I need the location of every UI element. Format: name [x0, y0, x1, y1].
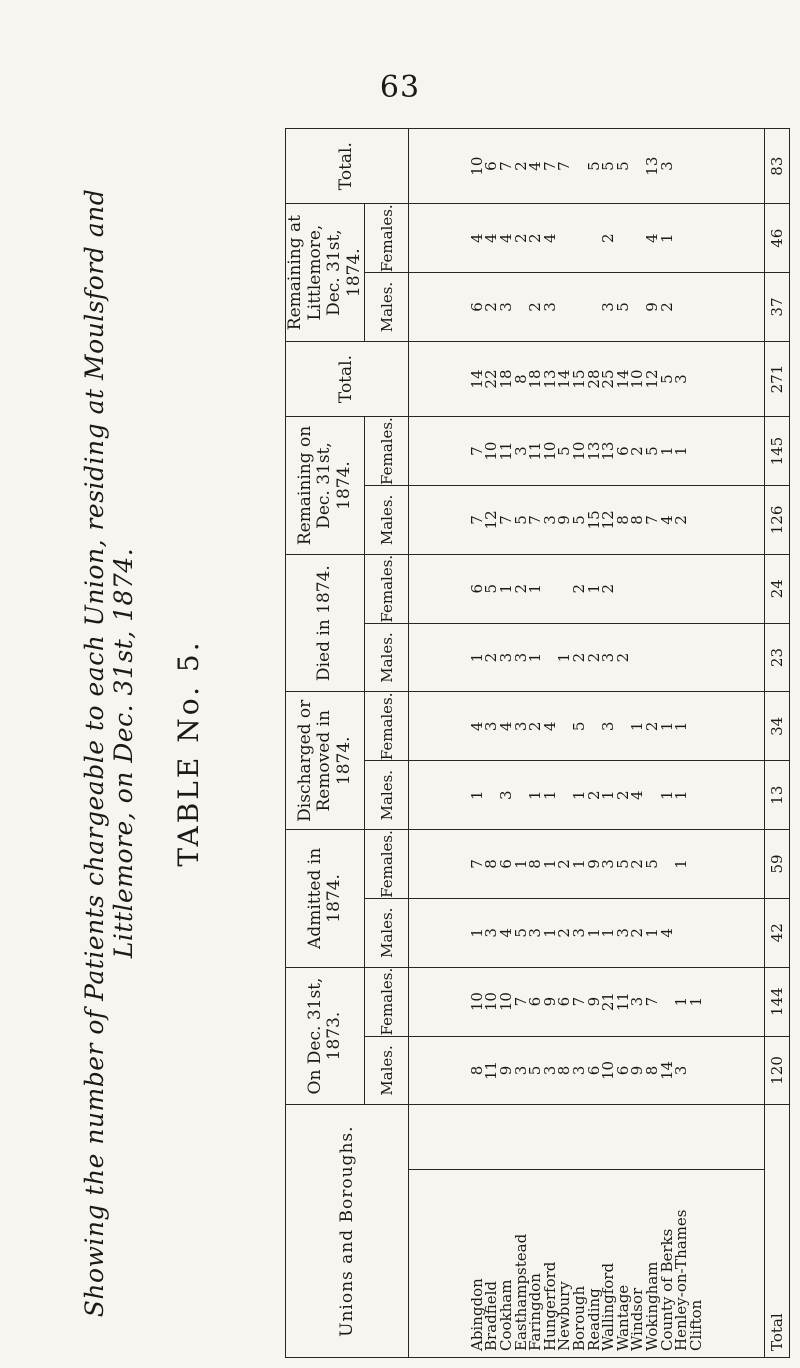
cell-value: [689, 626, 704, 690]
column-died-m: [409, 623, 765, 692]
males-header: Males.: [365, 486, 409, 555]
females-header: Females.: [365, 204, 409, 273]
cell-value: 8: [628, 515, 647, 525]
page-number: 63: [379, 70, 421, 105]
cell-value: 1: [511, 859, 530, 869]
cell-value: 1: [672, 446, 691, 456]
cell-value: [689, 694, 704, 758]
total-lit-total: 83: [765, 129, 790, 204]
cell-value: 3: [628, 996, 647, 1007]
cell-value: 14: [467, 369, 486, 389]
leader-dots: [499, 1113, 514, 1169]
cell-value: 13: [642, 156, 661, 176]
cell-value: 2: [555, 928, 574, 938]
leader-dots: [484, 1113, 499, 1169]
cell-value: 14: [657, 1060, 676, 1080]
cell-value: 5: [613, 302, 632, 312]
cell-value: 10: [628, 369, 647, 389]
cell-value: 2: [657, 302, 676, 312]
cell-value: 3: [657, 161, 676, 171]
cell-value: 3: [540, 1065, 559, 1076]
cell-value: [689, 206, 704, 270]
cell-value: 1: [599, 928, 618, 938]
cell-value: 1: [672, 996, 691, 1007]
cell-value: 3: [511, 446, 530, 456]
cell-value: [689, 344, 704, 414]
leader-dots: [601, 1113, 616, 1169]
cell-value: 10: [482, 441, 501, 461]
leader-dots: [470, 1113, 485, 1169]
cell-value: 6: [497, 859, 516, 869]
cell-value: 6: [526, 996, 545, 1007]
cell-value: 1: [540, 790, 559, 800]
cell-value: 5: [642, 446, 661, 456]
column-dis-m: [409, 761, 765, 830]
cell-value: 5: [526, 1065, 545, 1076]
cell-value: 1: [467, 652, 486, 663]
cell-value: 1: [672, 721, 691, 732]
cell-value: 5: [555, 446, 574, 456]
cell-value: 2: [584, 790, 603, 800]
cell-value: 4: [526, 161, 545, 171]
total-adm-f: 59: [765, 830, 790, 899]
cell-value: [689, 488, 704, 552]
total-dis-m: 13: [765, 761, 790, 830]
cell-value: 6: [482, 161, 501, 171]
cell-value: 10: [570, 441, 588, 461]
cell-value: 7: [540, 161, 559, 171]
data-block: [409, 129, 765, 1358]
cell-value: 4: [540, 233, 559, 243]
cell-value: 2: [599, 233, 618, 243]
leader-dots: [689, 1113, 704, 1169]
cell-value: 6: [467, 302, 486, 312]
column-lit-f: [409, 204, 765, 273]
cell-value: 1: [467, 790, 486, 800]
column-lit-m: [409, 273, 765, 342]
cell-value: 15: [584, 510, 603, 530]
cell-value: 1: [584, 583, 603, 594]
cell-value: 3: [497, 302, 516, 312]
females-header: Females.: [365, 692, 409, 761]
column-adm-f: [409, 830, 765, 899]
cell-value: 7: [511, 996, 530, 1007]
cell-value: 3: [599, 859, 618, 869]
females-header: Females.: [365, 554, 409, 623]
cell-value: 5: [599, 161, 618, 171]
union-name: Windsor: [628, 1287, 647, 1351]
union-name: Wantage: [613, 1284, 632, 1351]
cell-value: 6: [613, 446, 632, 456]
cell-value: 2: [482, 302, 501, 312]
total-lit-f: 46: [765, 204, 790, 273]
cell-value: 7: [467, 446, 486, 456]
cell-value: 1: [540, 859, 559, 869]
cell-value: 2: [628, 446, 647, 456]
cell-value: 6: [584, 1065, 603, 1076]
cell-value: 2: [526, 233, 545, 243]
cell-value: 8: [613, 515, 632, 525]
cell-value: 5: [613, 161, 632, 171]
cell-value: 1: [526, 652, 545, 663]
leader-dots: [528, 1113, 543, 1169]
cell-value: 5: [613, 859, 632, 869]
cell-value: 8: [526, 859, 545, 869]
females-header: Females.: [365, 830, 409, 899]
cell-value: [689, 275, 704, 339]
total-died-f: 24: [765, 554, 790, 623]
cell-value: [689, 419, 704, 483]
cell-value: 7: [526, 515, 545, 525]
total-lit-m: 37: [765, 273, 790, 342]
cell-value: 2: [511, 583, 530, 594]
cell-value: 1: [540, 928, 559, 938]
cell-value: [689, 1039, 704, 1103]
total-dis-f: 34: [765, 692, 790, 761]
cell-value: 25: [599, 369, 618, 389]
leader-dots: [514, 1113, 529, 1169]
leader-dots: [543, 1113, 558, 1169]
union-name: Abingdon: [467, 1278, 486, 1351]
cell-value: 14: [613, 369, 632, 389]
cell-value: 2: [672, 515, 691, 525]
cell-value: 2: [642, 721, 661, 732]
cell-value: 21: [599, 992, 618, 1012]
cell-value: 7: [497, 515, 516, 525]
cell-value: 7: [570, 996, 588, 1007]
cell-value: 1: [599, 790, 618, 800]
cell-value: 3: [482, 721, 501, 732]
cell-value: 1: [526, 583, 545, 594]
cell-value: 8: [642, 1065, 661, 1076]
cell-value: 7: [497, 161, 516, 171]
cell-value: [689, 557, 704, 621]
cell-value: 10: [599, 1060, 618, 1080]
cell-value: 1: [570, 859, 588, 869]
cell-value: 9: [628, 1065, 647, 1076]
cell-value: 2: [584, 652, 603, 663]
cell-value: 3: [613, 928, 632, 938]
cell-value: 3: [511, 652, 530, 663]
union-name: Cookham: [497, 1279, 516, 1351]
cell-value: 1: [672, 790, 691, 800]
cell-value: 8: [511, 374, 530, 384]
column-c1873-f: [409, 967, 765, 1036]
cell-value: 3: [672, 1065, 691, 1076]
cell-value: 1: [657, 233, 676, 243]
union-name: Wallingford: [599, 1262, 618, 1351]
males-header: Males.: [365, 273, 409, 342]
on-dec-1873-header: On Dec. 31st, 1873.: [286, 967, 365, 1105]
cell-value: [689, 832, 704, 896]
cell-value: 4: [497, 721, 516, 732]
table-title: TABLE No. 5.: [172, 639, 205, 867]
cell-value: 13: [540, 369, 559, 389]
leader-dots: [557, 1113, 572, 1169]
leader-dots: [572, 1113, 587, 1169]
cell-value: 9: [584, 859, 603, 869]
remaining-1874-header: Remaining on Dec. 31st, 1874.: [286, 417, 365, 555]
column-dis-f: [409, 692, 765, 761]
cell-value: 2: [555, 859, 574, 869]
males-header: Males.: [365, 761, 409, 830]
cell-value: 9: [584, 996, 603, 1007]
cell-value: 3: [497, 652, 516, 663]
cell-value: 15: [570, 369, 588, 389]
cell-value: 5: [657, 374, 676, 384]
cell-value: 4: [467, 721, 486, 732]
cell-value: 3: [511, 1065, 530, 1076]
cell-value: 9: [555, 515, 574, 525]
cell-value: 8: [555, 1065, 574, 1076]
cell-value: [689, 131, 704, 201]
union-name: Henley-on-Thames: [672, 1209, 691, 1351]
cell-value: 1: [672, 859, 691, 869]
cell-value: 4: [497, 928, 516, 938]
leader-dots-cell: [409, 1105, 765, 1170]
cell-value: 1: [657, 721, 676, 732]
table-body: [409, 129, 790, 1358]
leader-dots: [645, 1113, 660, 1169]
leader-dots: [630, 1113, 645, 1169]
cell-value: 2: [511, 233, 530, 243]
cell-value: 2: [570, 583, 588, 594]
cell-value: 1: [497, 583, 516, 594]
cell-value: 5: [642, 859, 661, 869]
cell-value: [689, 763, 704, 827]
cell-value: 9: [642, 302, 661, 312]
cell-value: 4: [467, 233, 486, 243]
cell-value: 10: [467, 992, 486, 1012]
females-header: Females.: [365, 967, 409, 1036]
cell-value: 18: [526, 369, 545, 389]
cell-value: 3: [570, 928, 588, 938]
cell-value: 3: [540, 302, 559, 312]
rotated-page: [0, 138, 800, 1368]
cell-value: 11: [482, 1060, 501, 1080]
cell-value: 3: [599, 652, 618, 663]
cell-value: 5: [570, 515, 588, 525]
cell-value: 1: [628, 721, 647, 732]
cell-value: 12: [642, 369, 661, 389]
table-caption: Showing the number of Patients chargeable to each Union, residing at Moulsford and Littlemore, on Dec. 31st, 1874.: [80, 188, 138, 1318]
males-header: Males.: [365, 1036, 409, 1105]
total-rem-m: 126: [765, 486, 790, 555]
cell-value: 8: [467, 1065, 486, 1076]
leader-dots: [616, 1113, 631, 1169]
cell-value: 10: [482, 992, 501, 1012]
cell-value: 4: [540, 721, 559, 732]
cell-value: 2: [482, 652, 501, 663]
cell-value: 7: [555, 161, 574, 171]
cell-value: 7: [467, 515, 486, 525]
union-name: Easthampstead: [511, 1233, 530, 1351]
cell-value: 13: [599, 441, 618, 461]
patients-table: [285, 128, 790, 1358]
column-rem-f: [409, 417, 765, 486]
cell-value: 10: [497, 992, 516, 1012]
totals-row: [765, 129, 790, 1358]
cell-value: 5: [584, 161, 603, 171]
cell-value: 4: [642, 233, 661, 243]
cell-value: 2: [628, 928, 647, 938]
cell-value: 4: [657, 928, 676, 938]
column-adm-m: [409, 898, 765, 967]
union-name: Hungerford: [540, 1261, 559, 1351]
cell-value: 4: [497, 233, 516, 243]
cell-value: 2: [511, 161, 530, 171]
union-name: Wokingham: [642, 1261, 661, 1351]
cell-value: 6: [613, 1065, 632, 1076]
cell-value: 1: [467, 928, 486, 938]
cell-value: 3: [482, 928, 501, 938]
cell-value: 3: [497, 790, 516, 800]
union-name: County of Berks: [657, 1228, 676, 1351]
males-header: Males.: [365, 898, 409, 967]
cell-value: 1: [570, 790, 588, 800]
cell-value: 3: [599, 721, 618, 732]
cell-value: 5: [511, 928, 530, 938]
cell-value: 7: [642, 996, 661, 1007]
cell-value: 22: [482, 369, 501, 389]
cell-value: 7: [642, 515, 661, 525]
union-name: Borough: [570, 1285, 588, 1351]
leader-dots: [587, 1113, 602, 1169]
cell-value: 6: [555, 996, 574, 1007]
total-adm-m: 42: [765, 898, 790, 967]
cell-value: 2: [526, 302, 545, 312]
column-total: [409, 341, 765, 416]
column-died-f: [409, 554, 765, 623]
cell-value: 3: [526, 928, 545, 938]
cell-value: 1: [584, 928, 603, 938]
cell-value: 12: [482, 510, 501, 530]
cell-value: 3: [672, 374, 691, 384]
cell-value: 2: [613, 652, 632, 663]
cell-value: 8: [482, 859, 501, 869]
cell-value: 12: [599, 510, 618, 530]
totals-label: Total: [765, 1105, 790, 1358]
cell-value: 5: [570, 721, 588, 732]
cell-value: 1: [526, 790, 545, 800]
cell-value: 11: [497, 441, 516, 461]
cell-value: 6: [467, 583, 486, 594]
cell-value: 10: [467, 156, 486, 176]
total-total: 271: [765, 341, 790, 416]
cell-value: 14: [555, 369, 574, 389]
cell-value: 3: [540, 515, 559, 525]
admitted-header: Admitted in 1874.: [286, 830, 365, 968]
remaining-littlemore-header: Remaining at Littlemore, Dec. 31st, 1874.: [286, 204, 365, 342]
total-c1873-f: 144: [765, 967, 790, 1036]
cell-value: 5: [511, 515, 530, 525]
union-names-cell: [409, 1169, 765, 1357]
cell-value: 13: [584, 441, 603, 461]
littlemore-total-header: Total.: [286, 129, 409, 204]
cell-value: 3: [599, 302, 618, 312]
males-header: Males.: [365, 623, 409, 692]
cell-value: 5: [482, 583, 501, 594]
column-rem-m: [409, 486, 765, 555]
leader-dots: [674, 1113, 689, 1169]
cell-value: 1: [657, 446, 676, 456]
cell-value: 28: [584, 369, 603, 389]
cell-value: 3: [570, 1065, 588, 1076]
cell-value: 1: [555, 652, 574, 663]
females-header: Females.: [365, 417, 409, 486]
total-c1873-m: 120: [765, 1036, 790, 1105]
cell-value: 1: [642, 928, 661, 938]
cell-value: 2: [613, 790, 632, 800]
cell-value: [689, 901, 704, 965]
cell-value: 2: [570, 652, 588, 663]
cell-value: 2: [628, 859, 647, 869]
cell-value: 1: [686, 996, 705, 1007]
discharged-header: Discharged or Removed in 1874.: [286, 692, 365, 830]
column-c1873-m: [409, 1036, 765, 1105]
cell-value: 11: [526, 441, 545, 461]
cell-value: 2: [599, 583, 618, 594]
cell-value: 18: [497, 369, 516, 389]
unions-header: Unions and Boroughs.: [286, 1105, 409, 1358]
cell-value: 4: [482, 233, 501, 243]
cell-value: 11: [613, 992, 632, 1012]
cell-value: 10: [540, 441, 559, 461]
column-lit-total: [409, 129, 765, 204]
union-name: Bradfield: [482, 1280, 501, 1351]
cell-value: 4: [657, 515, 676, 525]
cell-value: 1: [657, 790, 676, 800]
cell-value: 4: [628, 790, 647, 800]
cell-value: 3: [511, 721, 530, 732]
union-name: Faringdon: [526, 1273, 545, 1351]
total-died-m: 23: [765, 623, 790, 692]
union-name: Clifton: [686, 1299, 705, 1351]
died-header: Died in 1874.: [286, 554, 365, 692]
cell-value: 7: [467, 859, 486, 869]
total-rem-f: 145: [765, 417, 790, 486]
union-name: Newbury: [555, 1281, 574, 1351]
cell-value: 9: [497, 1065, 516, 1076]
cell-value: 9: [540, 996, 559, 1007]
total-header: Total.: [286, 341, 409, 416]
cell-value: 2: [526, 721, 545, 732]
leader-dots: [660, 1113, 675, 1169]
union-name: Reading: [584, 1288, 603, 1351]
